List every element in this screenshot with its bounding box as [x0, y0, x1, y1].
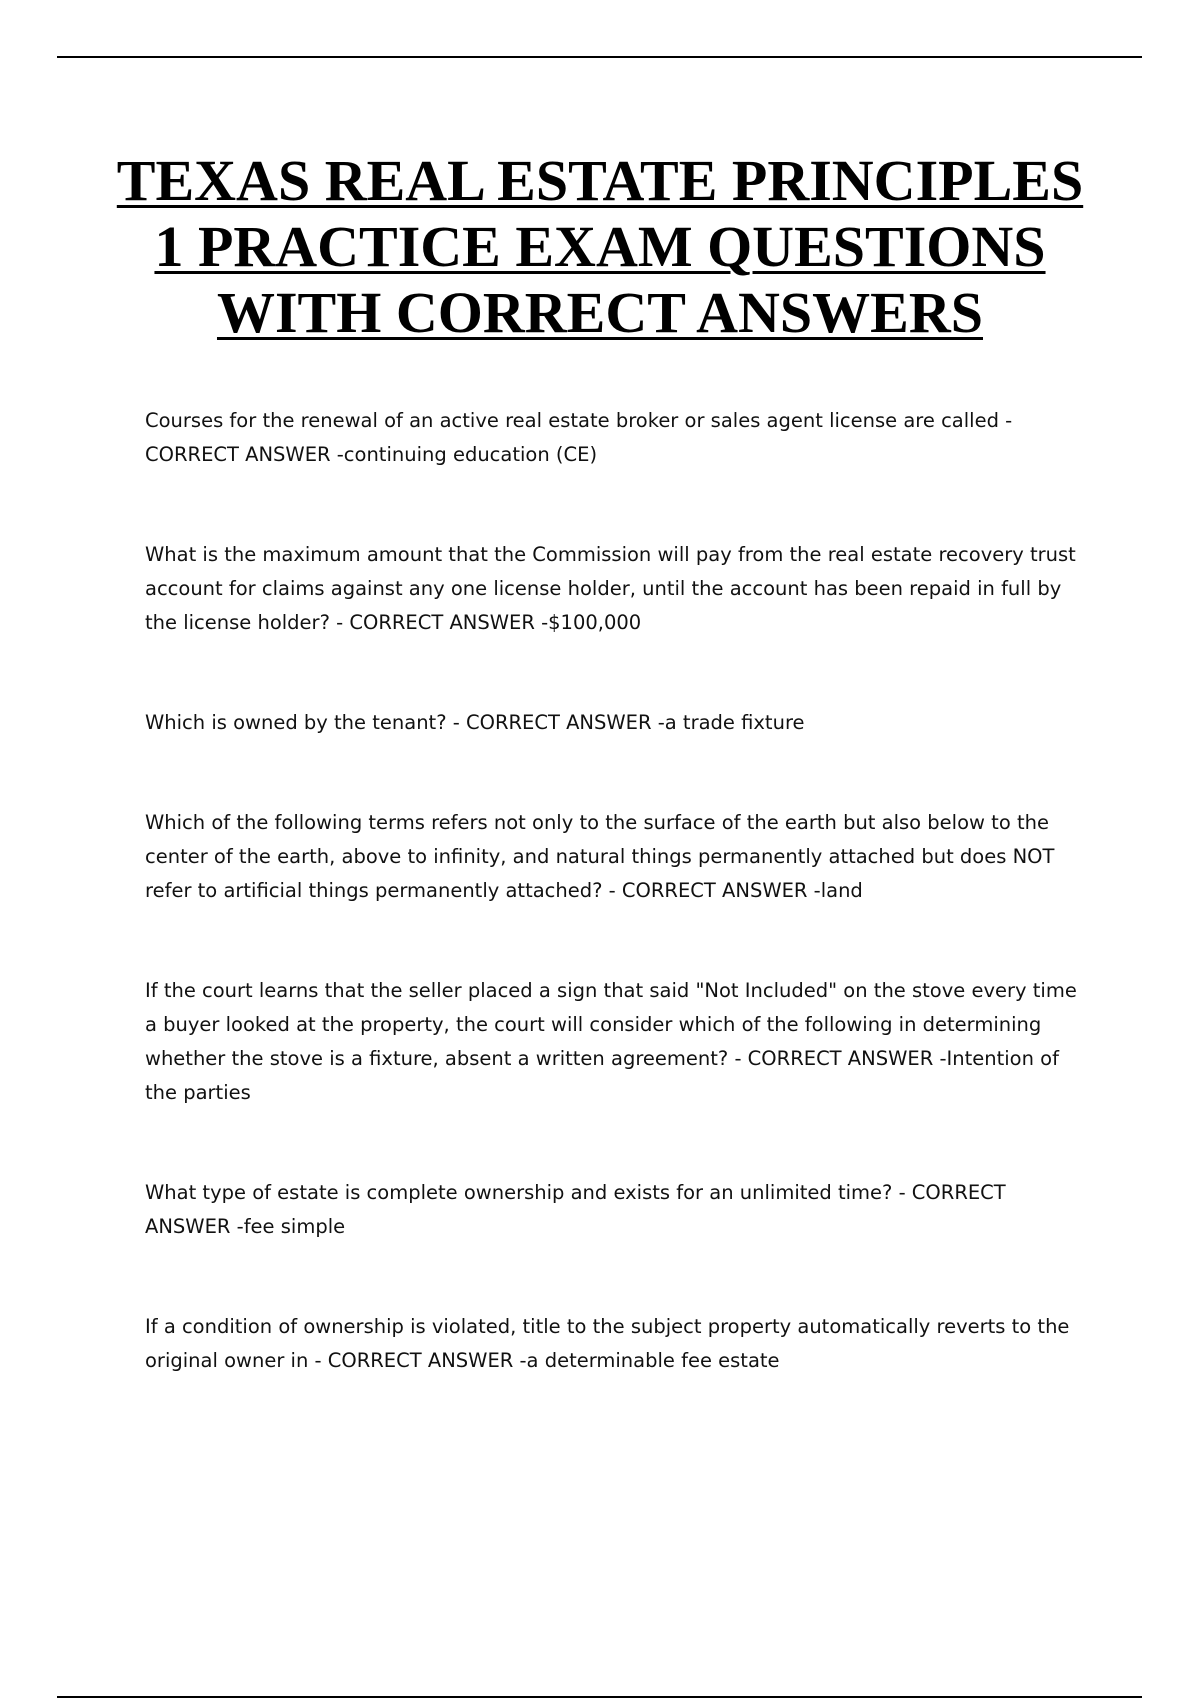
qa-line: a buyer looked at the property, the court will consider which of the following in determining: [145, 1013, 1042, 1036]
title-line: TEXAS REAL ESTATE PRINCIPLES: [116, 148, 1084, 213]
qa-line: account for claims against any one license holder, until the account has been repaid in full by: [145, 577, 1062, 600]
qa-item: [145, 1176, 1095, 1244]
qa-line: whether the stove is a fixture, absent a written agreement? - CORRECT ANSWER -Intention of: [145, 1047, 1059, 1070]
bottom-divider: [57, 1696, 1142, 1698]
title-line: 1 PRACTICE EXAM QUESTIONS: [154, 214, 1046, 279]
qa-line: ANSWER -fee simple: [145, 1215, 346, 1238]
qa-line: original owner in - CORRECT ANSWER -a determinable fee estate: [145, 1349, 780, 1372]
qa-item: [145, 1310, 1095, 1378]
qa-item: [145, 706, 1095, 740]
qa-item: [145, 538, 1095, 640]
qa-line: Courses for the renewal of an active real estate broker or sales agent license are called -: [145, 409, 1013, 432]
qa-item: [145, 974, 1095, 1110]
top-divider: [57, 56, 1142, 58]
qa-line: the parties: [145, 1081, 251, 1104]
qa-line: CORRECT ANSWER -continuing education (CE): [145, 443, 598, 466]
qa-line: the license holder? - CORRECT ANSWER -$100,000: [145, 611, 642, 634]
qa-line: If the court learns that the seller placed a sign that said "Not Included" on the stove every time: [145, 979, 1077, 1002]
qa-list: [145, 404, 1095, 1378]
qa-item: [145, 806, 1095, 908]
qa-line: What is the maximum amount that the Commission will pay from the real estate recovery trust: [145, 543, 1076, 566]
qa-line: center of the earth, above to infinity, and natural things permanently attached but does NOT: [145, 845, 1055, 868]
qa-line: refer to artificial things permanently attached? - CORRECT ANSWER -land: [145, 879, 863, 902]
qa-line: Which of the following terms refers not only to the surface of the earth but also below to the: [145, 811, 1049, 834]
qa-item: [145, 404, 1095, 472]
qa-line: What type of estate is complete ownership and exists for an unlimited time? - CORRECT: [145, 1181, 1006, 1204]
document-title: [60, 148, 1140, 346]
qa-line: If a condition of ownership is violated, title to the subject property automatically reverts to the: [145, 1315, 1070, 1338]
title-line: WITH CORRECT ANSWERS: [216, 280, 983, 345]
qa-line: Which is owned by the tenant? - CORRECT ANSWER -a trade fixture: [145, 711, 805, 734]
